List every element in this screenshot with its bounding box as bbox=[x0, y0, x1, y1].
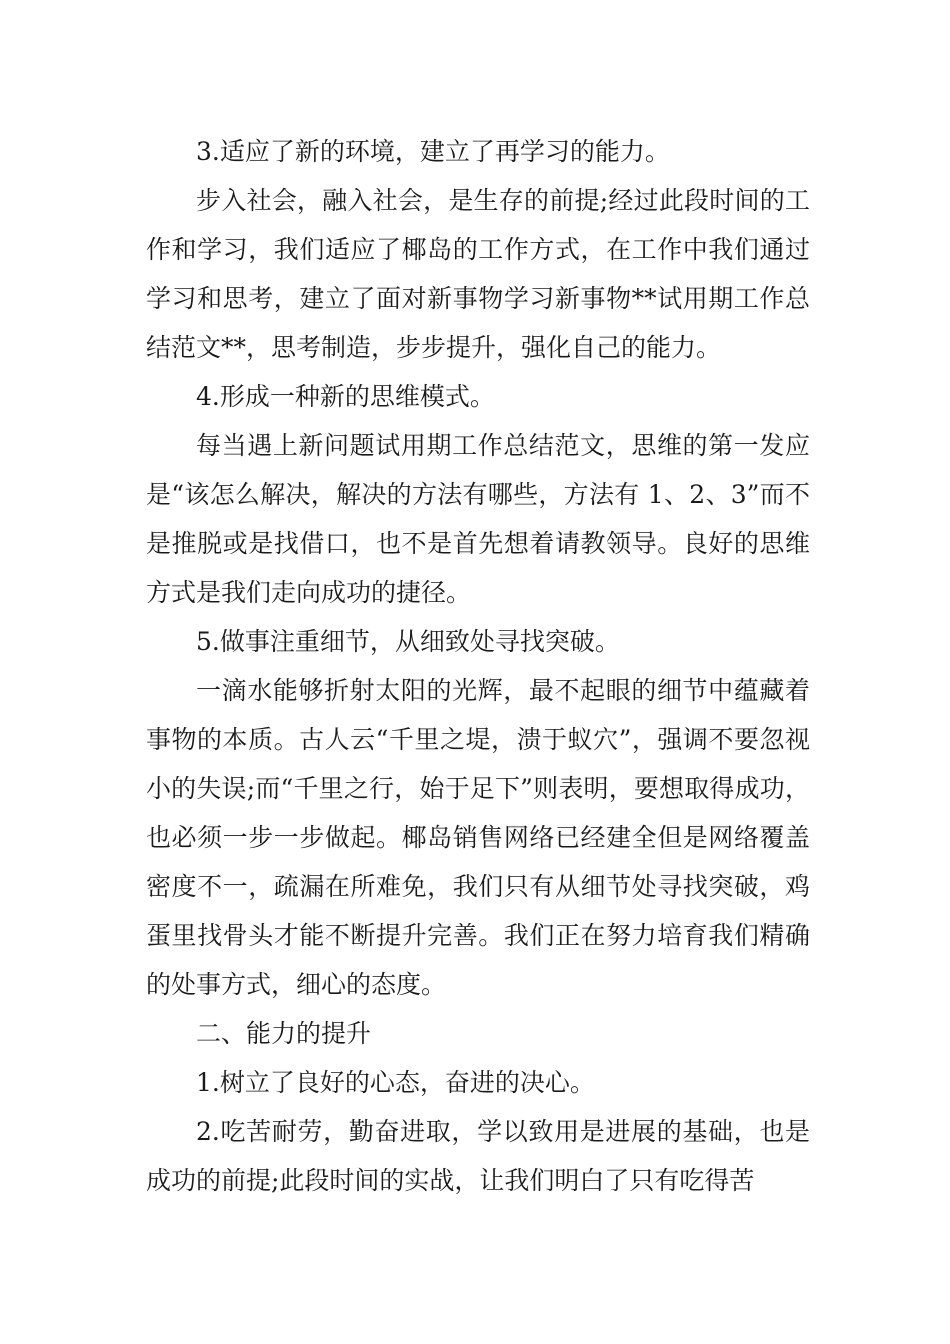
paragraph-item-1-attitude: 1.树立了良好的心态，奋进的决心。 bbox=[196, 1068, 595, 1097]
document-body bbox=[146, 127, 810, 1205]
paragraph-enter-society: 步入社会，融入社会，是生存的前提;经过此段时间的工作和学习，我们适应了椰岛的工作方式，在工作中我们通过学习和思考，建立了面对新事物学习新事物**试用期工作总结范文**，思考制造，步步提升，强化自己的能力。 bbox=[146, 186, 810, 362]
paragraph-new-problems: 每当遇上新问题试用期工作总结范文，思维的第一发应是“该怎么解决，解决的方法有哪些，方法有 1、2、3”而不是推脱或是找借口，也不是首先想着请教领导。良好的思维方式是我们走向成功的捷径。 bbox=[146, 431, 810, 607]
paragraph-water-drop: 一滴水能够折射太阳的光辉，最不起眼的细节中蕴藏着事物的本质。古人云“千里之堤，溃于蚁穴”，强调不要忽视小的失误;而“千里之行，始于足下”则表明，要想取得成功，也必须一步一步做起。椰岛销售网络已经建全但是网络覆盖密度不一，疏漏在所难免，我们只有从细节处寻找突破，鸡蛋里找骨头才能不断提升完善。我们正在努力培育我们精确的处事方式，细心的态度。 bbox=[146, 676, 810, 999]
paragraph-item-5-details: 5.做事注重细节，从细致处寻找突破。 bbox=[196, 627, 620, 656]
paragraph-item-3-adapt: 3.适应了新的环境，建立了再学习的能力。 bbox=[196, 137, 670, 166]
paragraph-item-4-thinking: 4.形成一种新的思维模式。 bbox=[196, 382, 495, 411]
paragraph-item-2-hardwork: 2.吃苦耐劳，勤奋进取，学以致用是进展的基础，也是成功的前提;此段时间的实战，让我们明白了只有吃得苦 bbox=[146, 1117, 810, 1195]
section-heading-ability: 二、能力的提升 bbox=[196, 1019, 372, 1048]
